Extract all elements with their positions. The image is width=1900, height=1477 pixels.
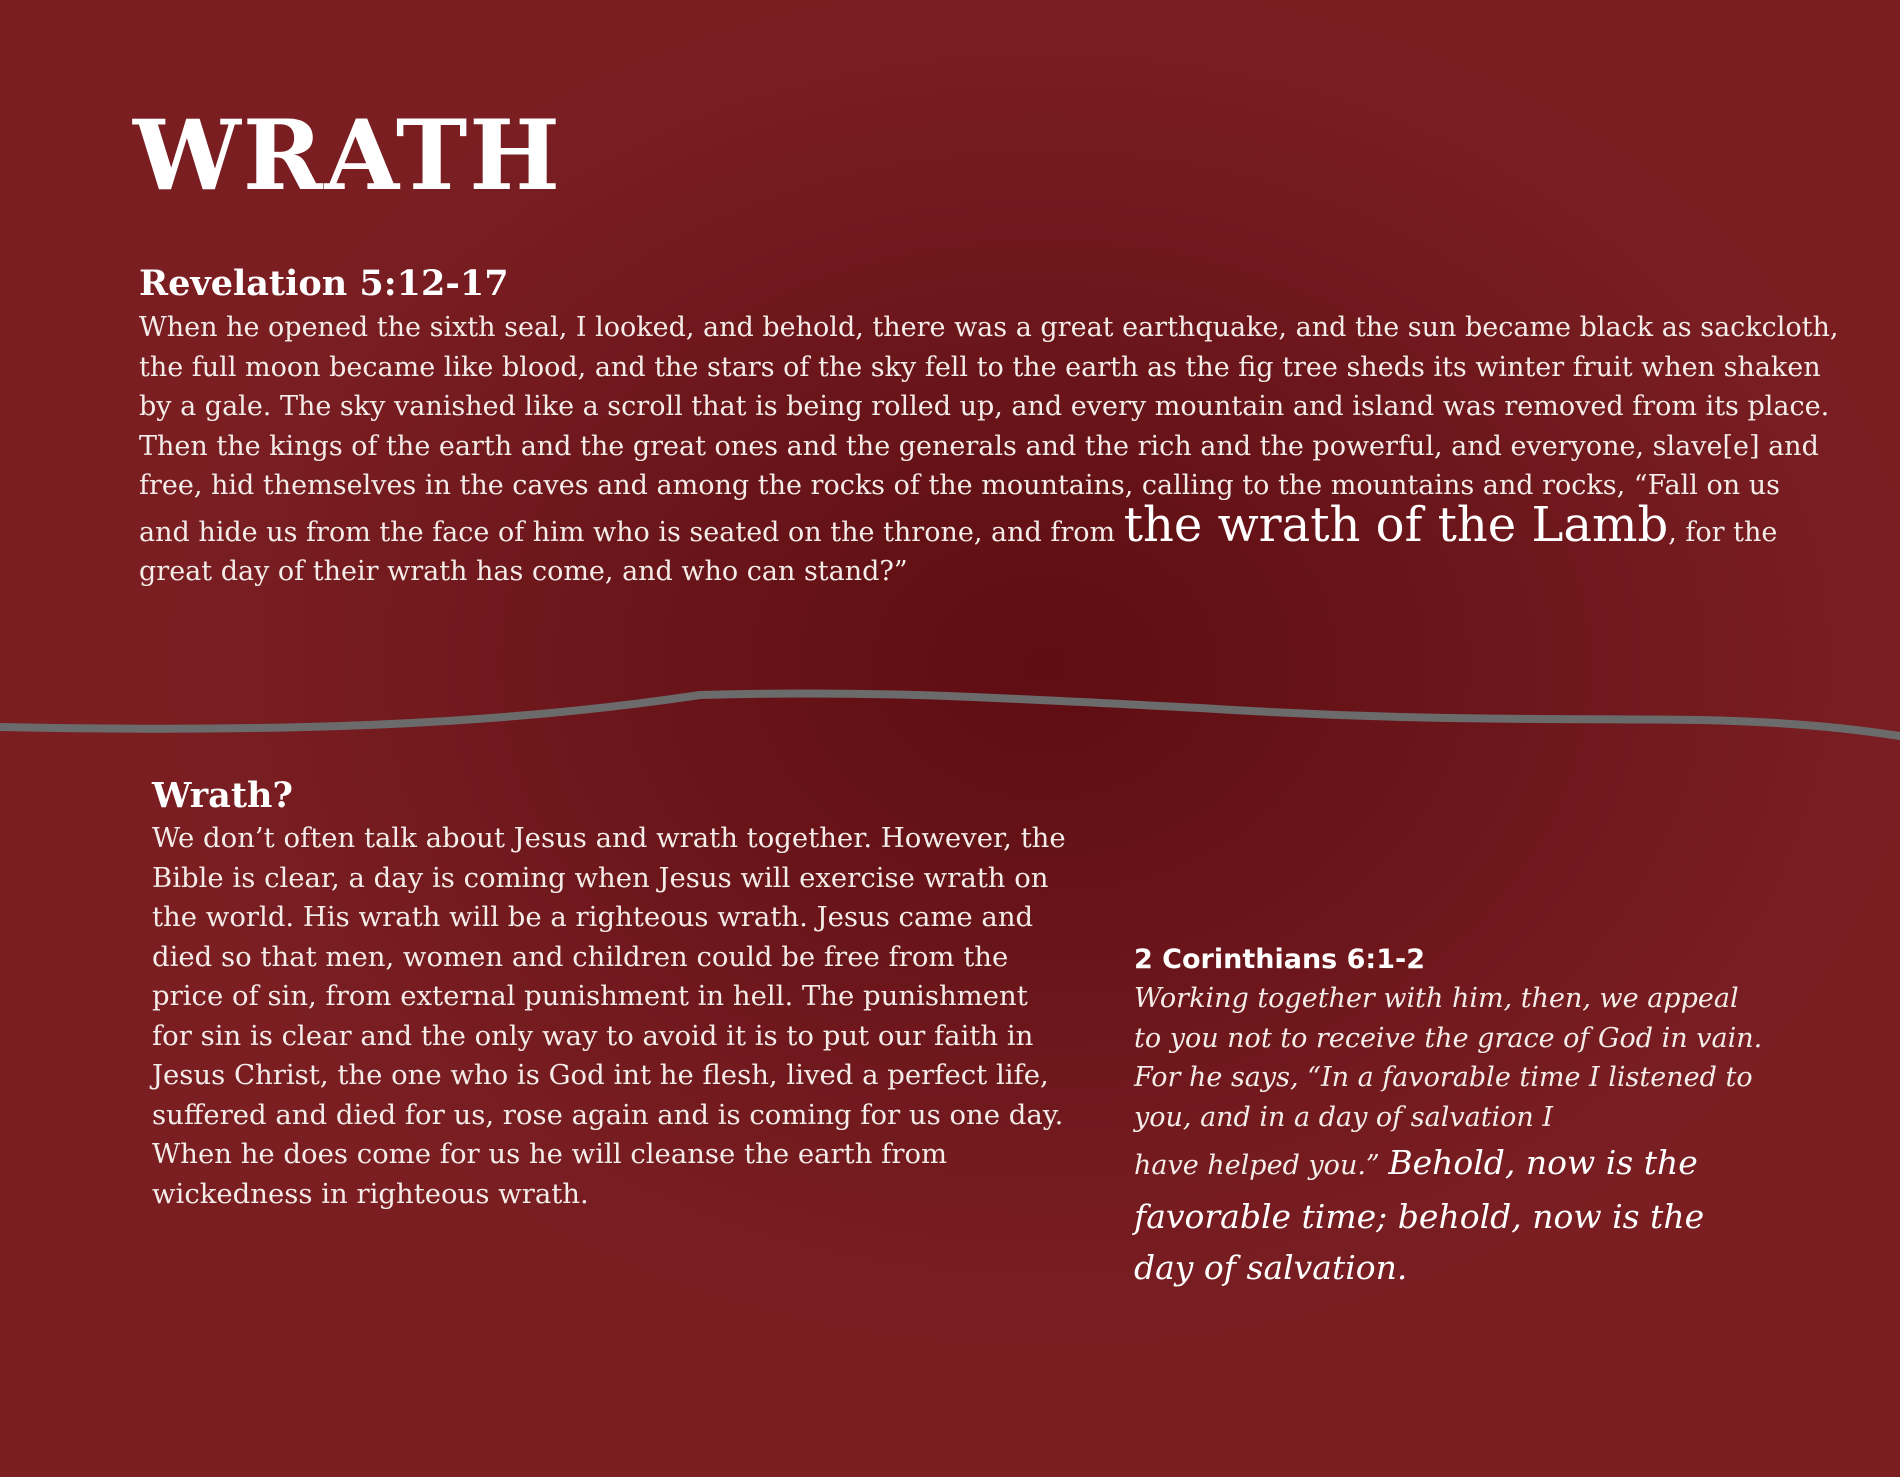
revelation-text-before: When he opened the sixth seal, I looked, and behold, there was a great earthquake, and the sun became black as sackcloth, the full moon became like blood, and the stars of the sky fell to the earth as the fig tree sheds its winter fruit when shaken by a gale. The sky vanished like a scroll that is being rolled up, and every mountain and island was removed from its place. Then the kings of the earth and the great ones and the generals and the rich and the powerful, and everyone, slave[e] and free, hid themselves in the caves and among the rocks of the mountains, calling to the mountains and rocks, “Fall on us and hide us from the face of him who is seated on the throne, and from (139, 312, 1839, 548)
wave-divider (0, 670, 1900, 760)
revelation-text-after: , for the great day of their wrath has come, and who can stand?” (139, 516, 1778, 587)
corinthians-body: Working together with him, then, we appeal to you not to receive the grace of God in vain. For he says, “In a favorable time I listened to you, and in a day of salvation I (1134, 983, 1763, 1133)
wrath-question-heading: Wrath? (152, 775, 293, 816)
corinthians-emphasis: Behold, now is the favorable time; behold, now is the day of salvation. (1134, 1143, 1705, 1287)
wrath-question-body: We don’t often talk about Jesus and wrath together. However, the Bible is clear, a day is coming when Jesus will exercise wrath on the world. His wrath will be a righteous wrath. Jesus came and died so that men, women and children could be free from the price of sin, from external punishment in hell. The punishment for sin is clear and the only way to avoid it is to put our faith in Jesus Christ, the one who is God int he flesh, lived a perfect life, suffered and died for us, rose again and is coming for us one day. When he does come for us he will cleanse the earth from wickedness in righteous wrath. (152, 822, 1066, 1210)
corinthians-reference: 2 Corinthians 6:1-2 (1134, 944, 1426, 975)
page-title: WRATH (133, 99, 562, 212)
corinthians-lead: have helped you.” (1134, 1150, 1389, 1181)
revelation-passage (139, 308, 1839, 592)
revelation-emphasis: the wrath of the Lamb (1123, 496, 1669, 553)
corinthians-closing (1134, 1137, 1774, 1293)
revelation-reference: Revelation 5:12-17 (139, 263, 509, 304)
wave-divider-line (0, 693, 1900, 736)
